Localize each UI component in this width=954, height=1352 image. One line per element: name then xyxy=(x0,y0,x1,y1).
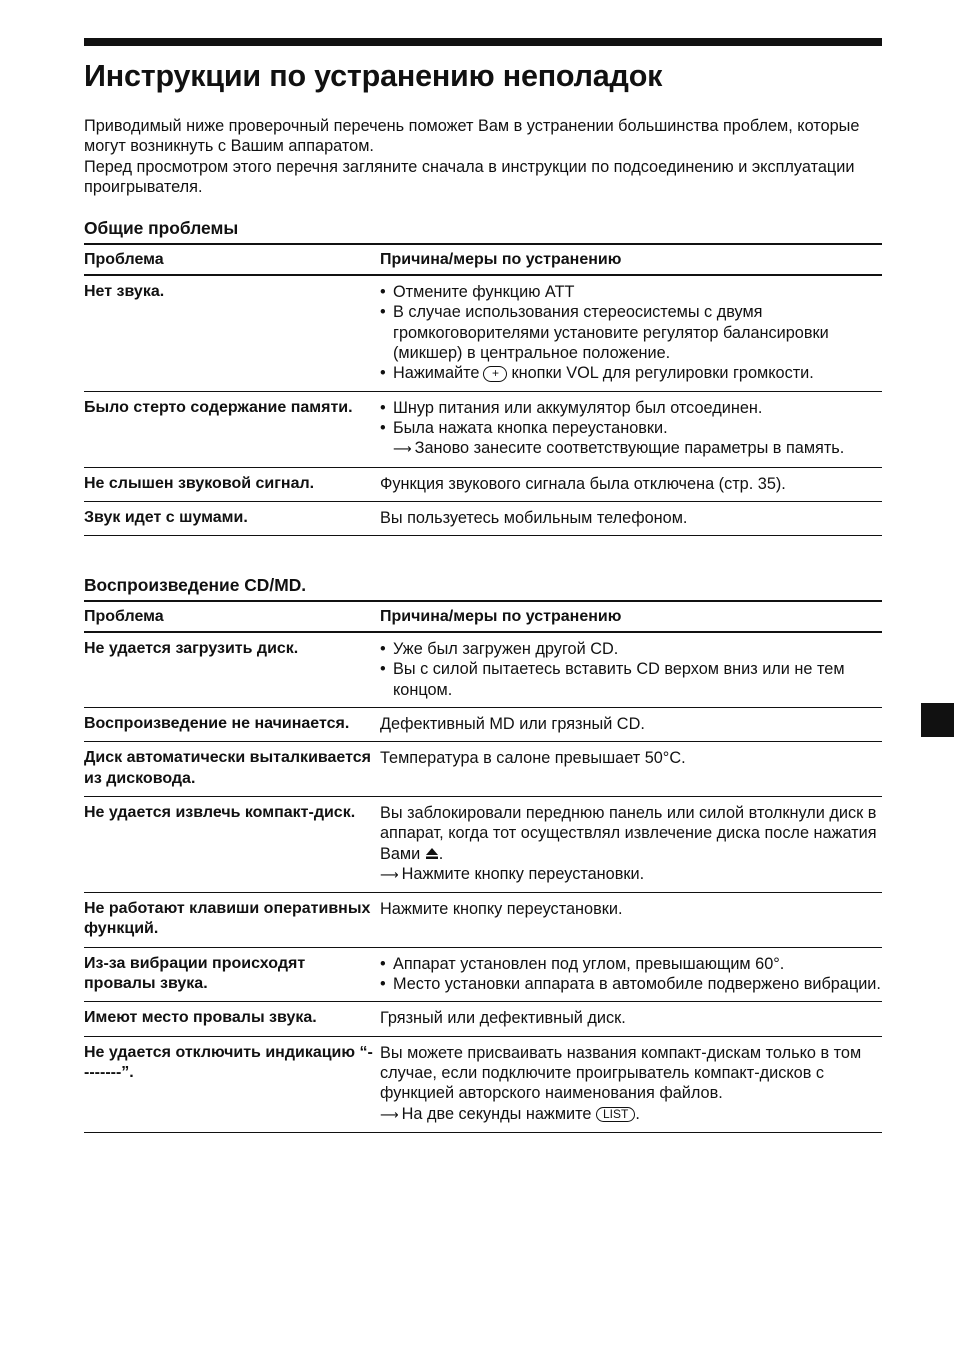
vol-plus-button-icon: + xyxy=(483,366,507,382)
cause-bullet: • Уже был загружен другой CD. xyxy=(380,639,882,659)
cause-bullet: • В случае использования стереосистемы с двумя громкоговорителями установите регулятор балансировки (микшер) в центральное положение. xyxy=(380,302,882,363)
cause-bullet: • Отмените функцию ATT xyxy=(380,282,882,302)
cause-text: Нажмите кнопку переустановки. xyxy=(401,864,645,883)
table-row xyxy=(84,467,882,501)
cause-arrow-line xyxy=(380,1104,882,1125)
cause-bullet: • Вы с силой пытаетесь вставить CD верхом вниз или не тем концом. xyxy=(380,659,882,700)
problem-cell: Диск автоматически выталкивается из дисковода. xyxy=(84,742,380,797)
cause-bullet: • Аппарат установлен под углом, превышающим 60°. xyxy=(380,954,882,974)
cause-cell xyxy=(380,391,882,467)
problem-cell: Не слышен звуковой сигнал. xyxy=(84,467,380,501)
cause-cell: Нажмите кнопку переустановки. xyxy=(380,893,882,948)
problem-cell: Нет звука. xyxy=(84,275,380,391)
section-tab-marker xyxy=(921,703,954,737)
section-title-general: Общие проблемы xyxy=(84,218,239,239)
cause-text: Заново занесите соответствующие параметры в память. xyxy=(414,439,845,458)
cause-text: . xyxy=(635,1104,640,1123)
cause-bullet: • Место установки аппарата в автомобиле подвержено вибрации. xyxy=(380,974,882,994)
cause-cell: Функция звукового сигнала была отключена (стр. 35). xyxy=(380,467,882,501)
cause-paragraph: Вы можете присваивать названия компакт-дискам только в том случае, если подключите проигрыватель компакт-дисков с функцией авторского наименования файлов. xyxy=(380,1043,862,1103)
page xyxy=(84,38,882,1133)
cause-cell: Дефективный MD или грязный CD. xyxy=(380,708,882,742)
problem-cell: Воспроизведение не начинается. xyxy=(84,708,380,742)
cause-text: кнопки VOL для регулировки громкости. xyxy=(511,364,814,383)
problem-cell: Из-за вибрации происходят провалы звука. xyxy=(84,947,380,1002)
cause-arrow-line xyxy=(380,438,882,459)
arrow-right-icon: ⟶ xyxy=(380,1106,399,1122)
problem-cell: Не удается отключить индикацию “--------”. xyxy=(84,1036,380,1132)
table-row xyxy=(84,501,882,535)
column-header-cause: Причина/меры по устранению xyxy=(380,244,882,275)
troubleshooting-table-general xyxy=(84,243,882,536)
arrow-right-icon: ⟶ xyxy=(393,441,412,457)
table-row xyxy=(84,947,882,1002)
cause-cell xyxy=(380,275,882,391)
cause-cell: Грязный или дефективный диск. xyxy=(380,1002,882,1036)
cause-paragraph xyxy=(380,803,882,864)
table-header-row xyxy=(84,244,882,275)
cause-text: На две секунды нажмите xyxy=(401,1104,592,1123)
table-row xyxy=(84,1002,882,1036)
cause-bullet: • Шнур питания или аккумулятор был отсоединен. xyxy=(380,398,882,418)
cause-text: Вы заблокировали переднюю панель или силой втолкнули диск в аппарат, когда тот осуществлял извлечение диска после нажатия Вами xyxy=(380,803,877,863)
table-row xyxy=(84,742,882,797)
cause-text: Нажимайте xyxy=(393,364,480,383)
problem-cell: Звук идет с шумами. xyxy=(84,501,380,535)
column-header-problem: Проблема xyxy=(84,601,380,632)
table-row xyxy=(84,275,882,391)
table-row xyxy=(84,893,882,948)
intro xyxy=(84,116,882,197)
title-rule xyxy=(84,38,882,46)
table-row xyxy=(84,632,882,707)
cause-cell: Вы пользуетесь мобильным телефоном. xyxy=(380,501,882,535)
problem-cell: Было стерто содержание памяти. xyxy=(84,391,380,467)
list-button-icon: LIST xyxy=(596,1107,635,1122)
section-title-cd-md: Воспроизведение CD/MD. xyxy=(84,575,307,596)
problem-cell: Имеют место провалы звука. xyxy=(84,1002,380,1036)
cause-bullet: • Была нажата кнопка переустановки. xyxy=(380,418,882,438)
eject-icon xyxy=(425,846,439,860)
intro-paragraph: Перед просмотром этого перечня загляните сначала в инструкции по подсоединению и эксплуатации проигрывателя. xyxy=(84,157,855,196)
cause-cell: Температура в салоне превышает 50°C. xyxy=(380,742,882,797)
column-header-cause: Причина/меры по устранению xyxy=(380,601,882,632)
table-row xyxy=(84,796,882,892)
table-row xyxy=(84,1036,882,1132)
page-title: Инструкции по устранению неполадок xyxy=(84,59,663,93)
cause-text: . xyxy=(438,844,444,863)
cause-cell xyxy=(380,632,882,707)
cause-bullet xyxy=(380,363,882,383)
column-header-problem: Проблема xyxy=(84,244,380,275)
problem-cell: Не удается загрузить диск. xyxy=(84,632,380,707)
problem-cell: Не работают клавиши оперативных функций. xyxy=(84,893,380,948)
cause-cell xyxy=(380,796,882,892)
table-header-row xyxy=(84,601,882,632)
troubleshooting-table-cd-md xyxy=(84,600,882,1133)
table-row xyxy=(84,708,882,742)
table-row xyxy=(84,391,882,467)
intro-paragraph: Приводимый ниже проверочный перечень поможет Вам в устранении большинства проблем, которые могут возникнуть с Вашим аппаратом. xyxy=(84,117,860,156)
problem-cell: Не удается извлечь компакт-диск. xyxy=(84,796,380,892)
arrow-right-icon: ⟶ xyxy=(380,866,399,882)
cause-arrow-line xyxy=(380,864,882,885)
cause-cell xyxy=(380,1036,882,1132)
cause-cell xyxy=(380,947,882,1002)
